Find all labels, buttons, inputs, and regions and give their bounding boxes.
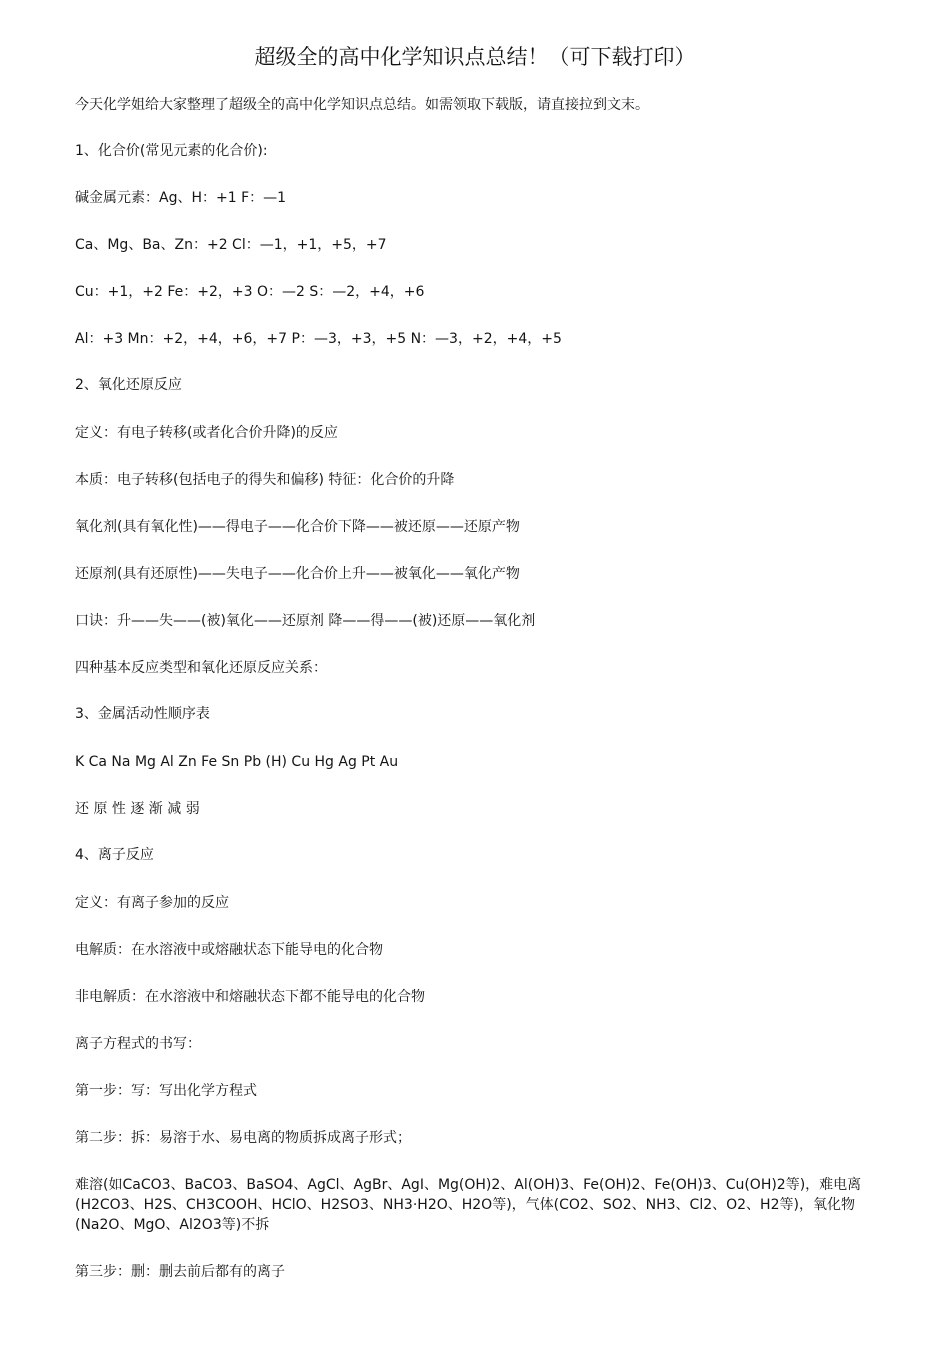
section-heading-activity-series: 3、金属活动性顺序表 [75,706,210,722]
section-heading-ionic-reaction: 4、离子反应 [75,847,154,863]
document-title: 超级全的高中化学知识点总结！（可下载打印） [254,45,696,69]
text-line: 第一步：写：写出化学方程式 [75,1083,257,1099]
text-line: 电解质：在水溶液中或熔融状态下能导电的化合物 [75,942,383,958]
intro-paragraph: 今天化学姐给大家整理了超级全的高中化学知识点总结。如需领取下载版，请直接拉到文末。 [75,97,649,113]
text-line: 非电解质：在水溶液中和熔融状态下都不能导电的化合物 [75,989,425,1005]
text-line: Cu：+1，+2 Fe：+2，+3 O：—2 S：—2，+4，+6 [75,284,425,300]
text-line: 口诀：升——失——(被)氧化——还原剂 降——得——(被)还原——氧化剂 [75,613,536,629]
text-line: 定义：有离子参加的反应 [75,895,229,911]
text-line: 第三步：删：删去前后都有的离子 [75,1264,285,1280]
text-line: 还原剂(具有还原性)——失电子——化合价上升——被氧化——氧化产物 [75,566,520,582]
text-line: 氧化剂(具有氧化性)——得电子——化合价下降——被还原——还原产物 [75,519,520,535]
text-paragraph: 难溶(如CaCO3、BaCO3、BaSO4、AgCl、AgBr、AgI、Mg(OH)2、Al(OH)3、Fe(OH)2、Fe(OH)3、Cu(OH)2等)，难电离(H2CO3、H2S、CH3COOH、HClO、H2SO3、NH3·H2O、H2O等)，气体(CO2、SO2、NH3、Cl2、O2、H2等)，氧化物(Na2O、MgO、Al2O3等)不拆 [75,1177,862,1233]
text-line: Ca、Mg、Ba、Zn：+2 Cl：—1，+1，+5，+7 [75,237,387,253]
text-line: 定义：有电子转移(或者化合价升降)的反应 [75,425,338,441]
text-line: Al：+3 Mn：+2，+4，+6，+7 P：—3，+3，+5 N：—3，+2，+4，+5 [75,331,562,347]
text-line: 碱金属元素：Ag、H：+1 F：—1 [75,190,287,206]
section-heading-valence: 1、化合价(常见元素的化合价): [75,143,268,159]
text-line: 还 原 性 逐 渐 减 弱 [75,801,200,817]
text-line: 四种基本反应类型和氧化还原反应关系： [75,660,327,676]
text-line: 本质：电子转移(包括电子的得失和偏移) 特征：化合价的升降 [75,472,455,488]
section-heading-redox: 2、氧化还原反应 [75,377,182,393]
text-line: 第二步：拆：易溶于水、易电离的物质拆成离子形式； [75,1130,411,1146]
text-line: 离子方程式的书写： [75,1036,201,1052]
text-line: K Ca Na Mg Al Zn Fe Sn Pb (H) Cu Hg Ag Pt Au [75,754,399,770]
